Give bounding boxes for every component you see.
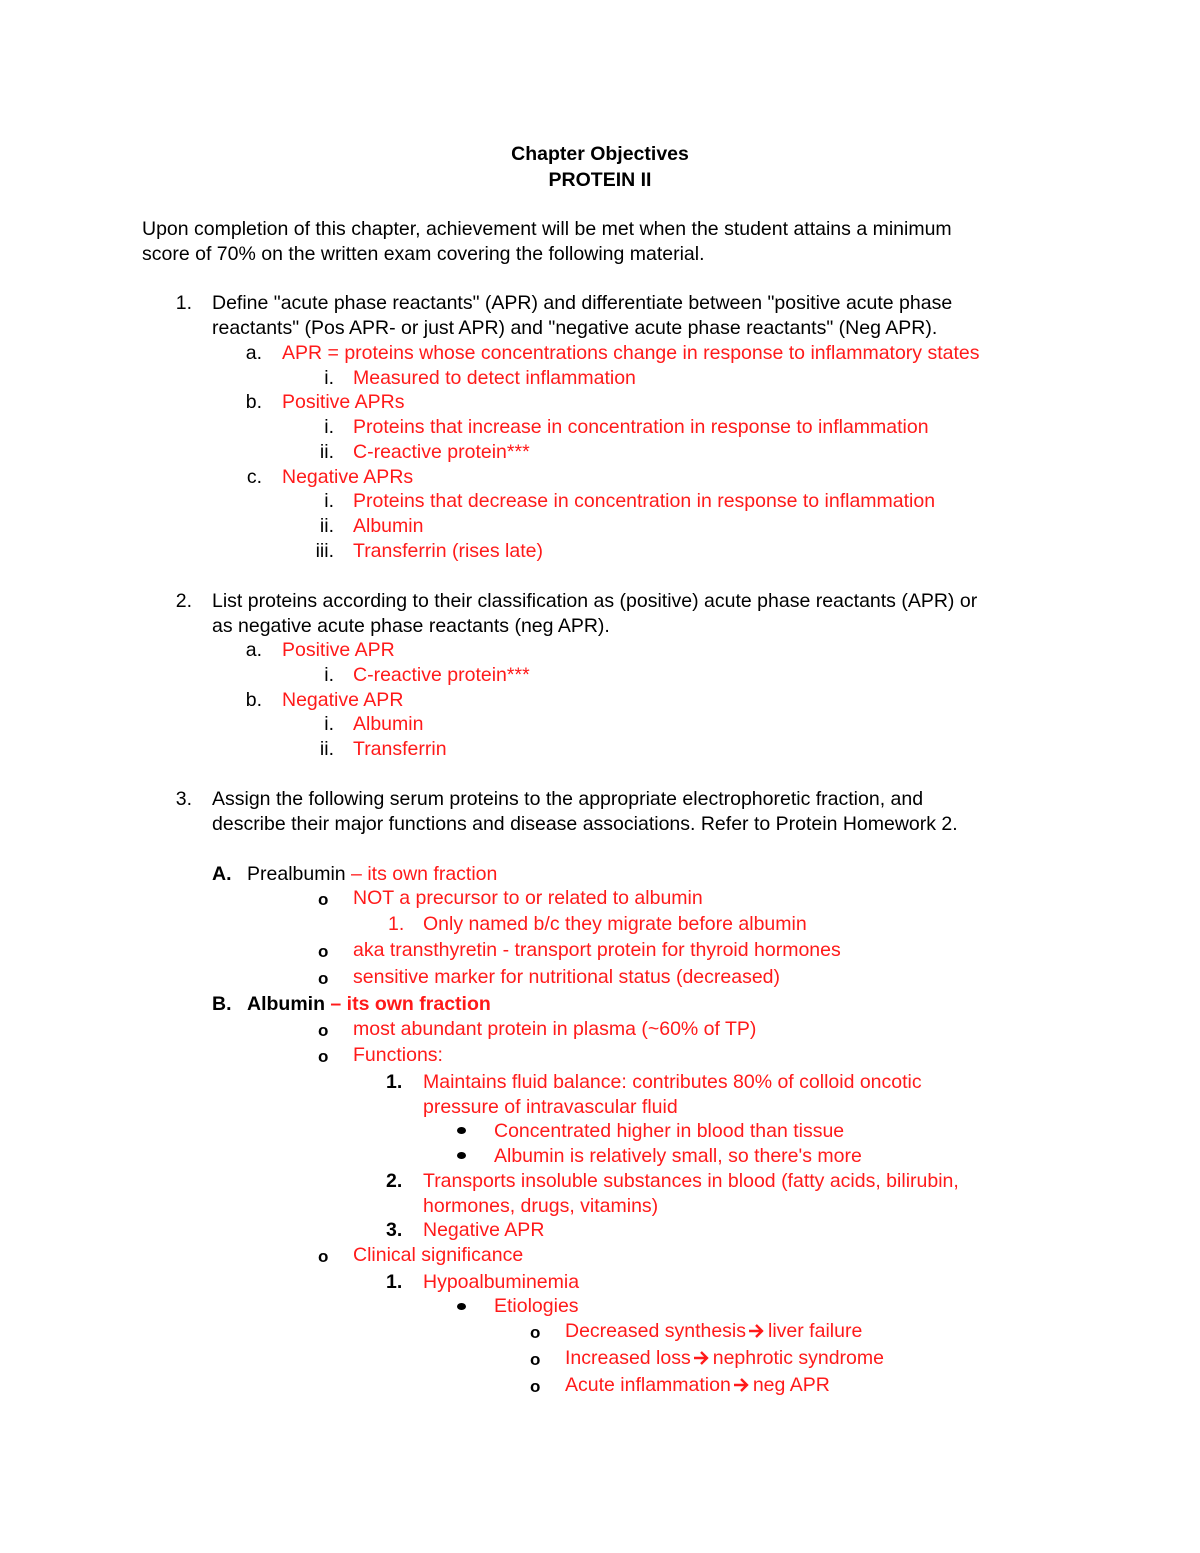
function-1-line-2: pressure of intravascular fluid [423,1096,678,1118]
obj1-b-i-text: Proteins that increase in concentration in response to inflammation [353,416,929,438]
etiology-1-cause: Decreased synthesis [565,1320,747,1342]
hollow-bullet-icon: o [530,1350,541,1369]
etiology-1-result: liver failure [768,1320,863,1342]
objective-3-line-2: describe their major functions and disease associations. Refer to Protein Homework 2. [212,813,958,835]
obj1-c-label: c. [246,466,262,488]
prealbumin-point-1: NOT a precursor to or related to albumin [353,887,703,909]
obj2-a-i-label: i. [324,664,334,686]
hollow-bullet-icon: o [318,1047,329,1066]
chapter-title: Chapter Objectives [511,143,689,165]
intro-line-2: score of 70% on the written exam covering the following material. [142,243,705,265]
obj2-a-i-text: C-reactive protein*** [353,664,530,686]
albumin-point-1: most abundant protein in plasma (~60% of TP) [353,1018,757,1040]
albumin-fraction: – its own fraction [325,993,491,1015]
right-arrow-icon [693,1351,709,1365]
function-1-label: 1. [386,1071,403,1093]
obj1-a-i-label: i. [324,367,334,389]
prealbumin-point-1-sub-label: 1. [388,913,405,935]
bullet-dot-icon [457,1127,466,1134]
obj2-a-text: Positive APR [282,639,395,661]
hollow-bullet-icon: o [530,1323,541,1342]
obj2-b-i-label: i. [324,713,334,735]
obj1-b-ii-text: C-reactive protein*** [353,441,530,463]
objective-2-number: 2. [175,590,192,612]
prealbumin-name: Prealbumin [247,863,346,885]
function-3-label: 3. [386,1219,403,1241]
obj1-b-i-label: i. [324,416,334,438]
hollow-bullet-icon: o [530,1377,541,1396]
hollow-bullet-icon: o [318,890,329,909]
prealbumin-point-2: aka transthyretin - transport protein for thyroid hormones [353,939,841,961]
obj1-c-iii-label: iii. [315,540,334,562]
albumin-name: Albumin [247,993,325,1015]
objective-1-line-1: Define "acute phase reactants" (APR) and differentiate between "positive acute phase [212,292,953,314]
etiology-2-result: nephrotic syndrome [712,1347,884,1369]
function-1-line-1: Maintains fluid balance: contributes 80% of colloid oncotic [423,1071,922,1093]
intro-line-1: Upon completion of this chapter, achievement will be met when the student attains a minimum [142,218,952,240]
prealbumin-point-1-sub: Only named b/c they migrate before albumin [423,913,807,935]
obj2-b-ii-text: Transferrin [353,738,447,760]
right-arrow-icon [748,1324,764,1338]
function-1-bullet-1: Concentrated higher in blood than tissue [494,1120,845,1142]
obj1-b-label: b. [245,391,262,413]
etiology-3-result: neg APR [752,1374,830,1396]
obj2-b-ii-label: ii. [319,738,334,760]
objective-2-line-2: as negative acute phase reactants (neg APR). [212,615,610,637]
right-arrow-icon [733,1378,749,1392]
objective-3-number: 3. [175,788,192,810]
objective-1-number: 1. [175,292,192,314]
function-2-line-2: hormones, drugs, vitamins) [423,1195,659,1217]
obj1-c-iii-text: Transferrin (rises late) [353,540,543,562]
obj1-c-i-text: Proteins that decrease in concentration in response to inflammation [353,490,936,512]
obj2-b-label: b. [245,689,262,711]
hollow-bullet-icon: o [318,969,329,988]
function-2-label: 2. [386,1170,403,1192]
hollow-bullet-icon: o [318,1021,329,1040]
obj1-a-i-text: Measured to detect inflammation [353,367,636,389]
obj1-b-text: Positive APRs [282,391,405,413]
function-1-bullet-2: Albumin is relatively small, so there's more [494,1145,862,1167]
obj1-b-ii-label: ii. [319,441,334,463]
chapter-subtitle: PROTEIN II [548,169,652,191]
obj2-a-label: a. [245,639,262,661]
etiology-3-cause: Acute inflammation [565,1374,731,1396]
obj1-c-ii-text: Albumin [353,515,424,537]
hollow-bullet-icon: o [318,942,329,961]
objective-1-line-2: reactants" (Pos APR- or just APR) and "negative acute phase reactants" (Neg APR). [212,317,938,339]
prealbumin-point-3: sensitive marker for nutritional status (decreased) [353,966,781,988]
etiologies-heading: Etiologies [494,1295,579,1317]
clinical-significance-heading: Clinical significance [353,1244,524,1266]
etiology-2 [565,1349,884,1369]
etiology-3 [565,1376,830,1396]
function-2-line-1: Transports insoluble substances in blood (fatty acids, bilirubin, [423,1170,959,1192]
bullet-dot-icon [457,1303,466,1310]
albumin-functions-heading: Functions: [353,1044,443,1066]
obj1-c-text: Negative APRs [282,466,414,488]
albumin-label: B. [212,993,232,1015]
obj2-b-text: Negative APR [282,689,404,711]
etiology-1 [565,1322,862,1342]
prealbumin-label: A. [212,863,232,885]
hollow-bullet-icon: o [318,1247,329,1266]
obj2-b-i-text: Albumin [353,713,424,735]
prealbumin-fraction: – its own fraction [345,863,498,885]
bullet-dot-icon [457,1152,466,1159]
clinical-1-label: 1. [386,1271,403,1293]
etiology-2-cause: Increased loss [565,1347,691,1369]
obj1-c-i-label: i. [324,490,334,512]
prealbumin-heading [247,865,497,885]
obj1-a-label: a. [245,342,262,364]
objective-2-line-1: List proteins according to their classification as (positive) acute phase reactants (APR) or [212,590,978,612]
clinical-1-text: Hypoalbuminemia [423,1271,580,1293]
albumin-heading [247,995,491,1015]
objective-3-line-1: Assign the following serum proteins to the appropriate electrophoretic fraction, and [212,788,924,810]
obj1-c-ii-label: ii. [319,515,334,537]
function-3-text: Negative APR [423,1219,545,1241]
obj1-a-text: APR = proteins whose concentrations change in response to inflammatory states [282,342,980,364]
